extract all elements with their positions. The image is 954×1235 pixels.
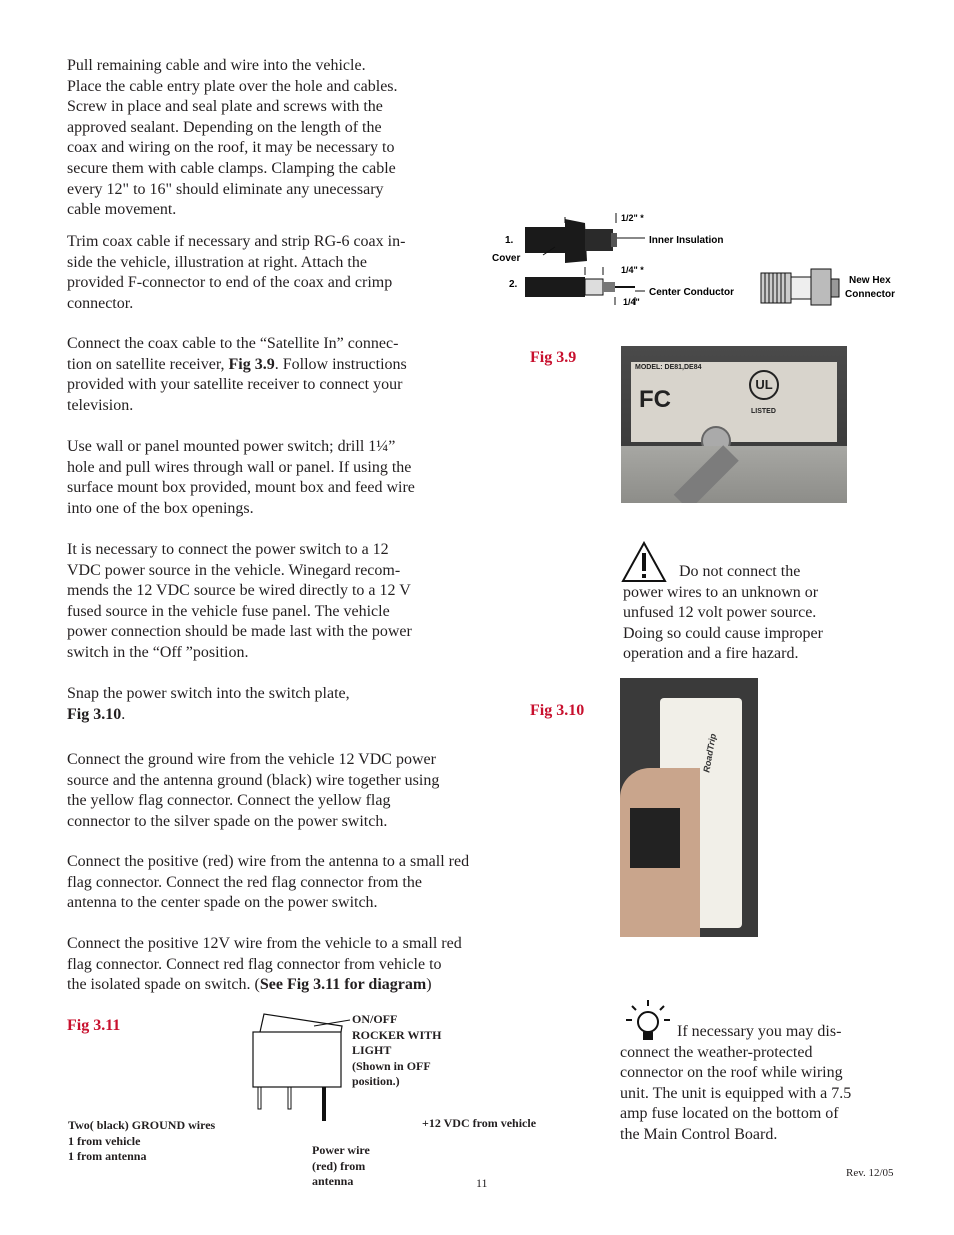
ul-listed-label: LISTED: [751, 408, 776, 415]
receiver-model-label: MODEL: DE81,DE84: [635, 364, 702, 371]
coax-step-1-label: 1.: [505, 235, 514, 246]
paragraph-snap-switch: Snap the power switch into the switch plate, Fig 3.10.: [67, 685, 350, 723]
coax-cable-step-1: [525, 219, 617, 263]
switch-plate-photo: [620, 678, 758, 937]
receiver-photo: [621, 346, 847, 503]
coax-inner-insulation-label: Inner Insulation: [649, 235, 724, 246]
hex-f-connector: [761, 269, 839, 305]
page-number: 11: [476, 1176, 488, 1190]
power-wire-label: Power wire (red) from antenna: [312, 1143, 370, 1188]
tip-note: If necessary you may dis- connect the weather-protected connector on the roof while wiring unit. The unit is equipped with a 7.5 amp fuse located on the bottom of the Main Control Board.: [620, 1023, 852, 1143]
coax-dim-quarter-inch-top: 1/4" *: [621, 265, 644, 275]
paragraph-positive-red-wire: Connect the positive (red) wire from the antenna to a small red flag connector. Connect the red flag connector from the antenna to the center spade on the power switch.: [67, 853, 470, 912]
rocker-switch-photo: [630, 808, 680, 868]
vdc-from-vehicle-label: +12 VDC from vehicle: [422, 1116, 537, 1130]
paragraph-trim-coax: Trim coax cable if necessary and strip RG-6 coax in- side the vehicle, illustration at right. Attach the provided F-connector to end of the coax and crimp connector.: [67, 233, 406, 312]
fcc-logo: FC: [639, 386, 671, 413]
figure-label-3-11: Fig 3.11: [67, 1017, 121, 1034]
coax-cover-label: Cover: [492, 253, 521, 264]
figure-label-3-9: Fig 3.9: [530, 349, 577, 366]
hex-connector-label-line2: Connector: [845, 289, 895, 300]
paragraph-power-source: It is necessary to connect the power switch to a 12 VDC power source in the vehicle. Winegard recom- mends the 12 VDC source be wired directly to a 12 V fused source in the vehicle fuse panel. The vehicle power connection should be made last with the power switch in the “Off ”position.: [67, 541, 412, 661]
coax-dim-half-inch: 1/2" *: [621, 213, 644, 223]
paragraph-positive-12v-wire: Connect the positive 12V wire from the vehicle to a small red flag connector. Connect red flag connector from vehicle to the isolated spade on switch. (See Fig 3.11 for diagram): [67, 935, 462, 994]
coax-cable-step-2: [525, 277, 635, 297]
paragraph-cable-entry: Pull remaining cable and wire into the vehicle. Place the cable entry plate over the hole and cables. Screw in place and seal plate and screws with the approved sealant. Depending on the length of the coax and wiring on the roof, it may be necessary to secure them with cable clamps. Clamping the cable every 12" to 16" should eliminate any unecessary cable movement.: [67, 57, 398, 219]
coax-center-conductor-label: Center Conductor: [649, 287, 734, 298]
rocker-switch-label: ON/OFF ROCKER WITH LIGHT (Shown in OFF position.): [352, 1012, 442, 1088]
figure-label-3-10: Fig 3.10: [530, 702, 585, 719]
revision-label: Rev. 12/05: [846, 1167, 894, 1179]
coax-strip-diagram: [485, 205, 905, 315]
paragraph-ground-wire: Connect the ground wire from the vehicle 12 VDC power source and the antenna ground (black) wire together using the yellow flag connector. Connect the yellow flag connector to the silver spade on the power switch.: [67, 751, 440, 830]
paragraph-power-switch-mount: Use wall or panel mounted power switch; drill 1¼” hole and pull wires through wall or panel. If using the surface mount box provided, mount box and feed wire into one of the box openings.: [67, 438, 415, 517]
ground-wires-label: Two( black) GROUND wires 1 from vehicle 1 from antenna: [68, 1118, 216, 1163]
ul-logo: UL: [749, 370, 779, 400]
switch-wiring-diagram: [250, 1010, 360, 1125]
coax-step-2-label: 2.: [509, 279, 518, 290]
paragraph-connect-coax: Connect the coax cable to the “Satellite In” connec- tion on satellite receiver, Fig 3.9. Follow instructions provided with your satellite receiver to connect your television.: [67, 335, 407, 414]
hex-connector-label-line1: New Hex: [849, 275, 891, 286]
warning-note: Do not connect the power wires to an unknown or unfused 12 volt power source. Doing so could cause improper operation and a fire hazard.: [623, 563, 823, 663]
roadtrip-logo: RoadTrip: [701, 732, 719, 774]
coax-dim-quarter-inch-bottom: 1/4": [623, 297, 640, 307]
